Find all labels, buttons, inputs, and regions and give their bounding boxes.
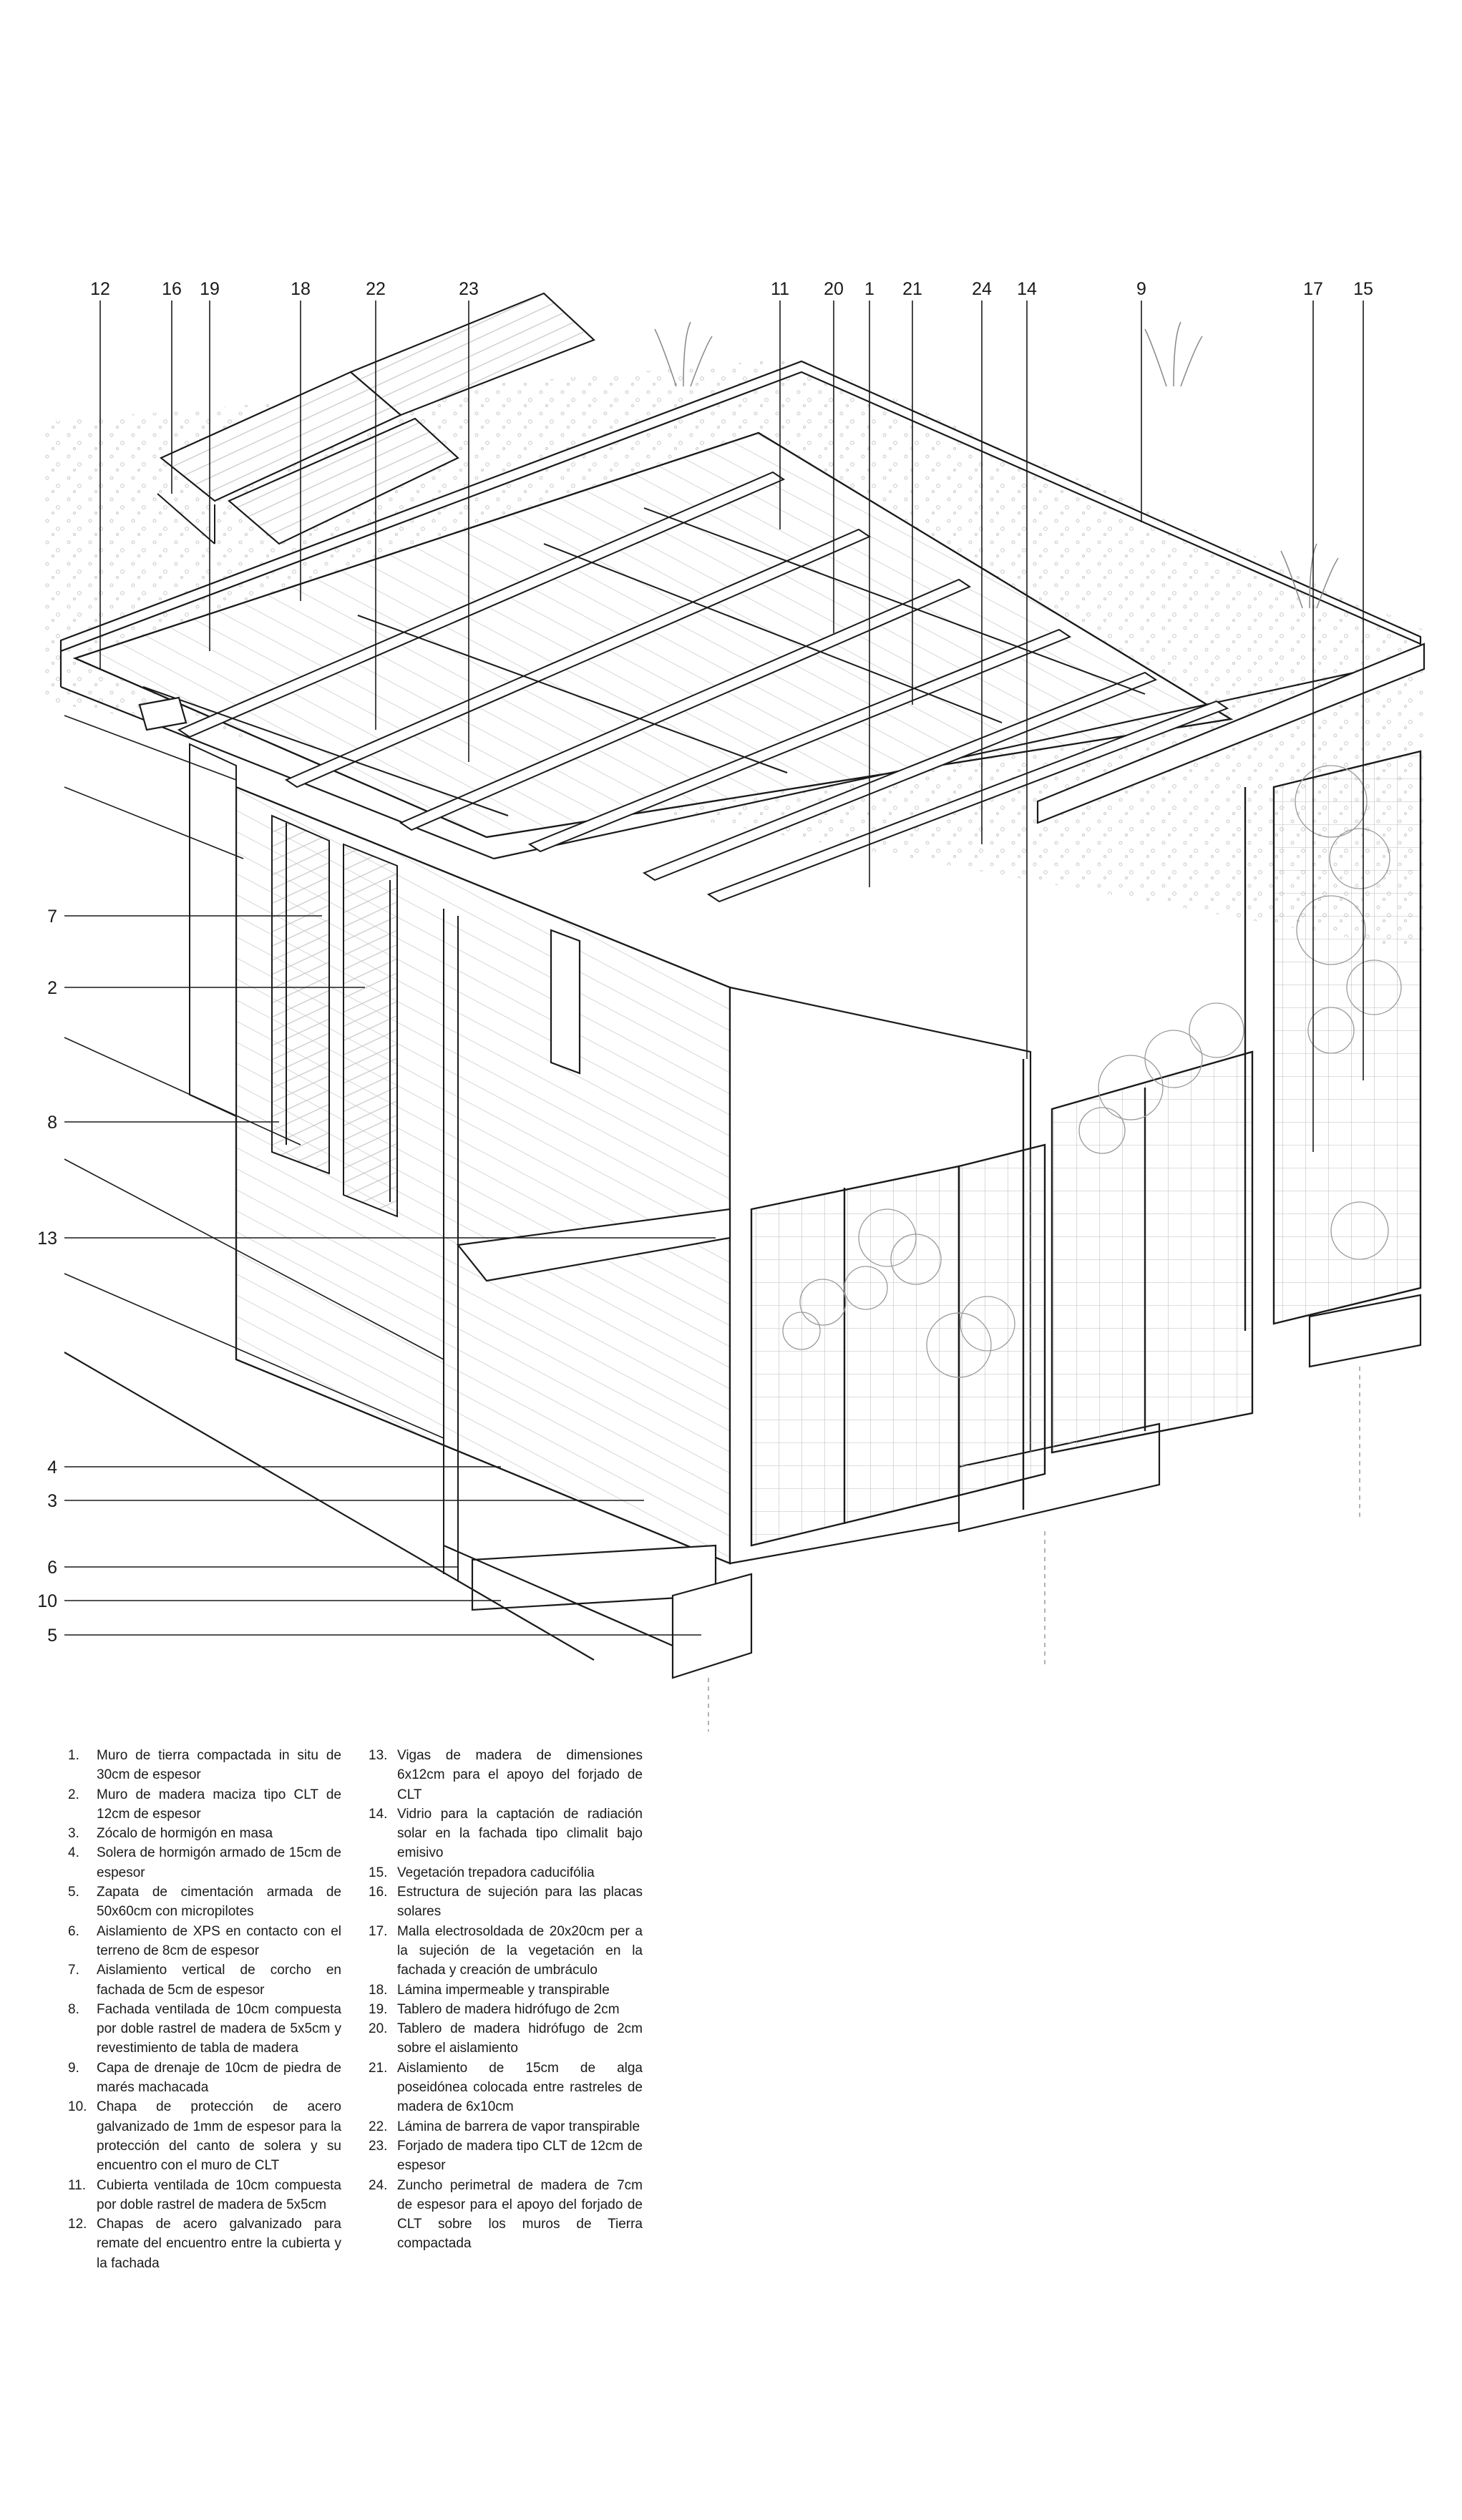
legend-text: Muro de tierra compactada in situ de 30cm de espesor	[97, 1748, 341, 1783]
legend-column-1	[68, 1746, 341, 2273]
callout-9: 9	[1136, 279, 1146, 299]
callout-11: 11	[771, 279, 789, 299]
legend-number: 12.	[68, 2217, 87, 2232]
callout-17: 17	[1303, 279, 1323, 299]
legend-number: 17.	[369, 1923, 388, 1939]
legend-item	[68, 2214, 341, 2273]
legend-number: 3.	[68, 1826, 79, 1842]
legend-number: 1.	[68, 1748, 79, 1763]
legend-text: Fachada ventilada de 10cm compuesta por doble rastrel de madera de 5x5cm y revestimiento de tabla de madera	[97, 2001, 341, 2056]
legend-number: 9.	[68, 2060, 79, 2076]
legend-item	[369, 1804, 643, 1863]
legend-text: Estructura de sujeción para las placas solares	[397, 1885, 643, 1920]
legend-item	[68, 2059, 341, 2098]
legend-item	[369, 2000, 643, 2019]
legend-text: Zócalo de hormigón en masa	[97, 1826, 273, 1842]
legend-text: Lámina impermeable y transpirable	[397, 1982, 610, 1998]
callout-2: 2	[47, 978, 57, 998]
legend-text: Malla electrosoldada de 20x20cm per a la sujeción de la vegetación en la fachada y creación de umbráculo	[397, 1923, 643, 1978]
legend-number: 10.	[68, 2099, 87, 2115]
callout-13: 13	[37, 1229, 57, 1249]
legend-text: Vegetación trepadora caducifólia	[397, 1865, 595, 1880]
legend-number: 19.	[369, 2001, 388, 2017]
legend-column-2	[369, 1746, 643, 2254]
legend-text: Muro de madera maciza tipo CLT de 12cm de espesor	[97, 1787, 341, 1822]
legend-item	[369, 2059, 643, 2117]
legend-number: 16.	[369, 1885, 388, 1900]
legend-item	[68, 2176, 341, 2215]
legend-item	[369, 2136, 643, 2176]
legend-text: Aislamiento vertical de corcho en fachada de 5cm de espesor	[97, 1963, 341, 1998]
legend-text: Aislamiento de XPS en contacto con el terreno de 8cm de espesor	[97, 1923, 341, 1958]
legend-number: 11.	[68, 2177, 87, 2193]
callout-14: 14	[1017, 279, 1037, 299]
legend-number: 23.	[369, 2138, 388, 2154]
callout-8: 8	[47, 1113, 57, 1133]
callout-7: 7	[47, 907, 57, 927]
legend-item	[369, 2019, 643, 2059]
callout-4: 4	[47, 1457, 57, 1478]
callout-20: 20	[824, 279, 844, 299]
callout-5: 5	[47, 1626, 57, 1646]
legend-item	[369, 1882, 643, 1922]
callout-23: 23	[459, 279, 479, 299]
callout-18: 18	[291, 279, 311, 299]
legend-text: Zuncho perimetral de madera de 7cm de espesor para el apoyo del forjado de CLT sobre los muros de Tierra compactada	[397, 2177, 643, 2252]
legend-text: Capa de drenaje de 10cm de piedra de marés machacada	[97, 2060, 341, 2096]
legend-number: 5.	[68, 1885, 79, 1900]
legend-text: Chapa de protección de acero galvanizado de 1mm de espesor para la protección del canto de solera y su encuentro con el muro de CLT	[97, 2099, 341, 2174]
legend-item	[369, 1981, 643, 2000]
legend-item	[369, 2176, 643, 2254]
legend-text: Forjado de madera tipo CLT de 12cm de espesor	[397, 2138, 643, 2174]
legend-text: Vidrio para la captación de radiación solar en la fachada tipo climalit bajo emisivo	[397, 1806, 643, 1861]
callout-1: 1	[864, 279, 874, 299]
legend-number: 8.	[68, 2001, 79, 2017]
legend-item	[68, 1922, 341, 1961]
legend-item	[68, 1746, 341, 1785]
callout-24: 24	[972, 279, 992, 299]
callout-15: 15	[1353, 279, 1373, 299]
legend-text: Tablero de madera hidrófugo de 2cm	[397, 2001, 620, 2017]
left-callout-numbers	[37, 907, 57, 1646]
callout-19: 19	[200, 279, 220, 299]
legend-number: 14.	[369, 1806, 388, 1822]
legend-number: 13.	[369, 1748, 388, 1763]
legend-item	[369, 1922, 643, 1981]
legend-text: Aislamiento de 15cm de alga poseidónea colocada entre rastreles de madera de 6x10cm	[397, 2060, 643, 2115]
legend-item	[68, 2000, 341, 2059]
legend-number: 18.	[369, 1982, 388, 1998]
callout-21: 21	[902, 279, 922, 299]
legend-number: 6.	[68, 1923, 79, 1939]
callout-12: 12	[90, 279, 110, 299]
legend-item	[68, 1843, 341, 1882]
top-callout-numbers	[90, 279, 1373, 299]
legend-item	[369, 2117, 643, 2136]
legend-item	[369, 1863, 643, 1882]
legend-number: 21.	[369, 2060, 388, 2076]
legend-number: 22.	[369, 2119, 388, 2134]
legend-number: 4.	[68, 1845, 79, 1861]
legend-item	[68, 1882, 341, 1922]
legend-item	[68, 1960, 341, 2000]
callout-10: 10	[37, 1591, 57, 1611]
callout-3: 3	[47, 1491, 57, 1511]
legend-number: 24.	[369, 2177, 388, 2193]
legend-number: 15.	[369, 1865, 388, 1880]
legend-item	[68, 2097, 341, 2175]
legend-item	[68, 1785, 341, 1825]
legend-text: Lámina de barrera de vapor transpirable	[397, 2119, 640, 2134]
legend-text: Chapas de acero galvanizado para remate del encuentro entre la cubierta y la fachada	[97, 2217, 341, 2271]
legend-text: Tablero de madera hidrófugo de 2cm sobre el aislamiento	[397, 2021, 643, 2056]
legend-item	[369, 1746, 643, 1804]
callout-22: 22	[366, 279, 386, 299]
legend-item	[68, 1824, 341, 1843]
legend-number: 2.	[68, 1787, 79, 1802]
callout-16: 16	[162, 279, 182, 299]
legend-text: Zapata de cimentación armada de 50x60cm con micropilotes	[97, 1885, 341, 1920]
legend-number: 20.	[369, 2021, 388, 2037]
legend-text: Solera de hormigón armado de 15cm de espesor	[97, 1845, 341, 1880]
callout-6: 6	[47, 1558, 57, 1578]
legend-text: Cubierta ventilada de 10cm compuesta por doble rastrel de madera de 5x5cm	[97, 2177, 341, 2212]
legend-number: 7.	[68, 1963, 79, 1978]
legend-text: Vigas de madera de dimensiones 6x12cm para el apoyo del forjado de CLT	[397, 1748, 643, 1802]
